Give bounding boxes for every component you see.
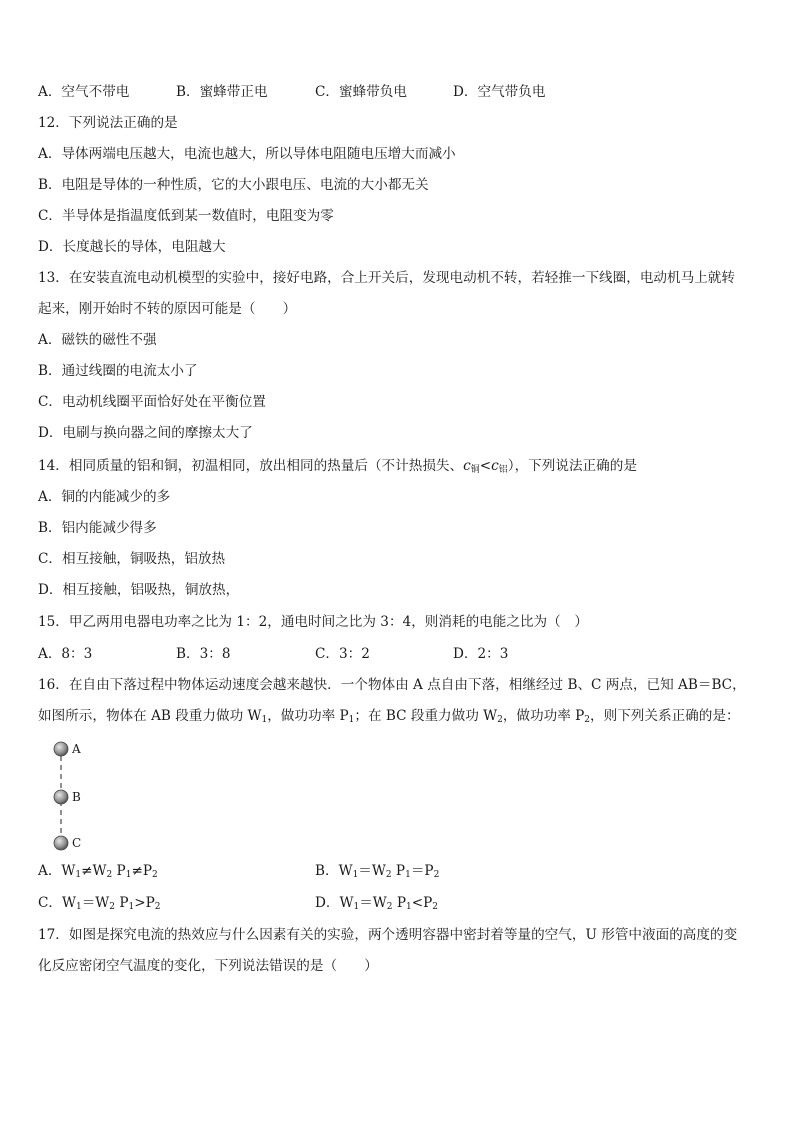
q16-sub-1: 1 [261, 715, 268, 725]
q15-option-b: B．3：8 [176, 646, 231, 662]
q13-stem-line1: 13．在安装直流电动机模型的实验中，接好电路，合上开关后，发现电动机不转，若轻推一下线圈，电动机马上就转 [38, 270, 735, 286]
q14-sub-aluminum: 铝 [498, 465, 508, 475]
q13-stem-line2: 起来，刚开始时不转的原因可能是（ ） [38, 301, 297, 317]
q13-option-d: D．电刷与换向器之间的摩擦太大了 [38, 425, 253, 441]
q13-option-b: B．通过线圈的电流太小了 [38, 363, 198, 379]
q14-c-symbol: c [463, 458, 471, 474]
q16-option-d: D．$W_1=W_2$ $P_1<P_2$ [315, 895, 438, 912]
q11-option-a: A．空气不带电 [38, 84, 130, 100]
q15-option-a: A．8：3 [38, 646, 93, 662]
q16-stem-line2 [38, 707, 764, 725]
q16-stem2-part-e: ，则下列关系正确的是： [590, 708, 740, 724]
q14-stem-pre: 14．相同质量的铝和铜，初温相同，放出相同的热量后（不计热损失、 [38, 458, 464, 474]
q16-stem2-part-c: ；在 BC 段重力做功 W [354, 708, 498, 724]
q14-less-than: < [479, 458, 492, 474]
q16-stem2-part-b: ，做功功率 P [267, 708, 349, 724]
q12-option-a: A．导体两端电压越大，电流也越大，所以导体电阻随电压增大而减小 [38, 146, 456, 162]
falling-ball-diagram [50, 738, 100, 854]
label-b: B [72, 790, 81, 804]
q13-option-c: C．电动机线圈平面恰好处在平衡位置 [38, 394, 266, 410]
q12-stem: 12．下列说法正确的是 [38, 115, 178, 131]
q16-option-a: A．$W_1\ne W_2$ $P_1\ne P_2$ [38, 863, 158, 880]
q16-sub-1b: 1 [348, 715, 355, 725]
q16-stem-line1: 16．在自由下落过程中物体运动速度会越来越快．一个物体由 A 点自由下落，相继经过 B、C 两点，已知 AB＝BC， [38, 677, 746, 693]
ball-at-a [54, 742, 68, 756]
q12-option-d: D．长度越长的导体，电阻越大 [38, 239, 226, 255]
q15-option-d: D．2：3 [453, 646, 509, 662]
q12-option-c: C．半导体是指温度低到某一数值时，电阻变为零 [38, 208, 334, 224]
q14-stem-post: ），下列说法正确的是 [507, 458, 637, 474]
label-c: C [72, 836, 82, 850]
q14-c-symbol-2: c [491, 458, 499, 474]
q11-option-b: B．蜜蜂带正电 [176, 84, 268, 100]
q11-option-c: C．蜜蜂带负电 [315, 84, 407, 100]
q16-stem2-part-d: ，做功功率 P [502, 708, 585, 724]
q16-sub-2: 2 [497, 715, 503, 725]
q17-stem-line2: 化反应密闭空气温度的变化，下列说法错误的是（ ） [38, 958, 378, 974]
label-a: A [72, 742, 81, 756]
q14-sub-copper: 铜 [470, 465, 480, 475]
q15-stem: 15．甲乙两用电器电功率之比为 1：2，通电时间之比为 3：4，则消耗的电能之比为（ ） [38, 614, 588, 630]
ball-at-c [54, 836, 68, 850]
ball-at-b [54, 790, 68, 804]
q16-option-b: B．$W_1=W_2$ $P_1=P_2$ [315, 863, 440, 880]
q16-sub-2b: 2 [584, 715, 591, 725]
q16-option-c: C．$W_1=W_2$ $P_1>P_2$ [38, 895, 161, 912]
q17-stem-line1: 17．如图是探究电流的热效应与什么因素有关的实验，两个透明容器中密封着等量的空气，U 形管中液面的高度的变 [38, 927, 738, 943]
q11-option-d: D．空气带负电 [453, 84, 546, 100]
q14-stem [38, 457, 764, 475]
q14-option-a: A．铜的内能减少的多 [38, 489, 171, 505]
q15-option-c: C．3：2 [315, 646, 370, 662]
q12-option-b: B．电阻是导体的一种性质，它的大小跟电压、电流的大小都无关 [38, 177, 429, 193]
q14-option-c: C．相互接触，铜吸热，铝放热 [38, 551, 226, 567]
q13-option-a: A．磁铁的磁性不强 [38, 332, 157, 348]
q14-option-d: D．相互接触，铝吸热，铜放热， [38, 582, 240, 598]
q16-stem2-part-a: 如图所示，物体在 AB 段重力做功 W [38, 708, 262, 724]
q14-option-b: B．铝内能减少得多 [38, 520, 157, 536]
